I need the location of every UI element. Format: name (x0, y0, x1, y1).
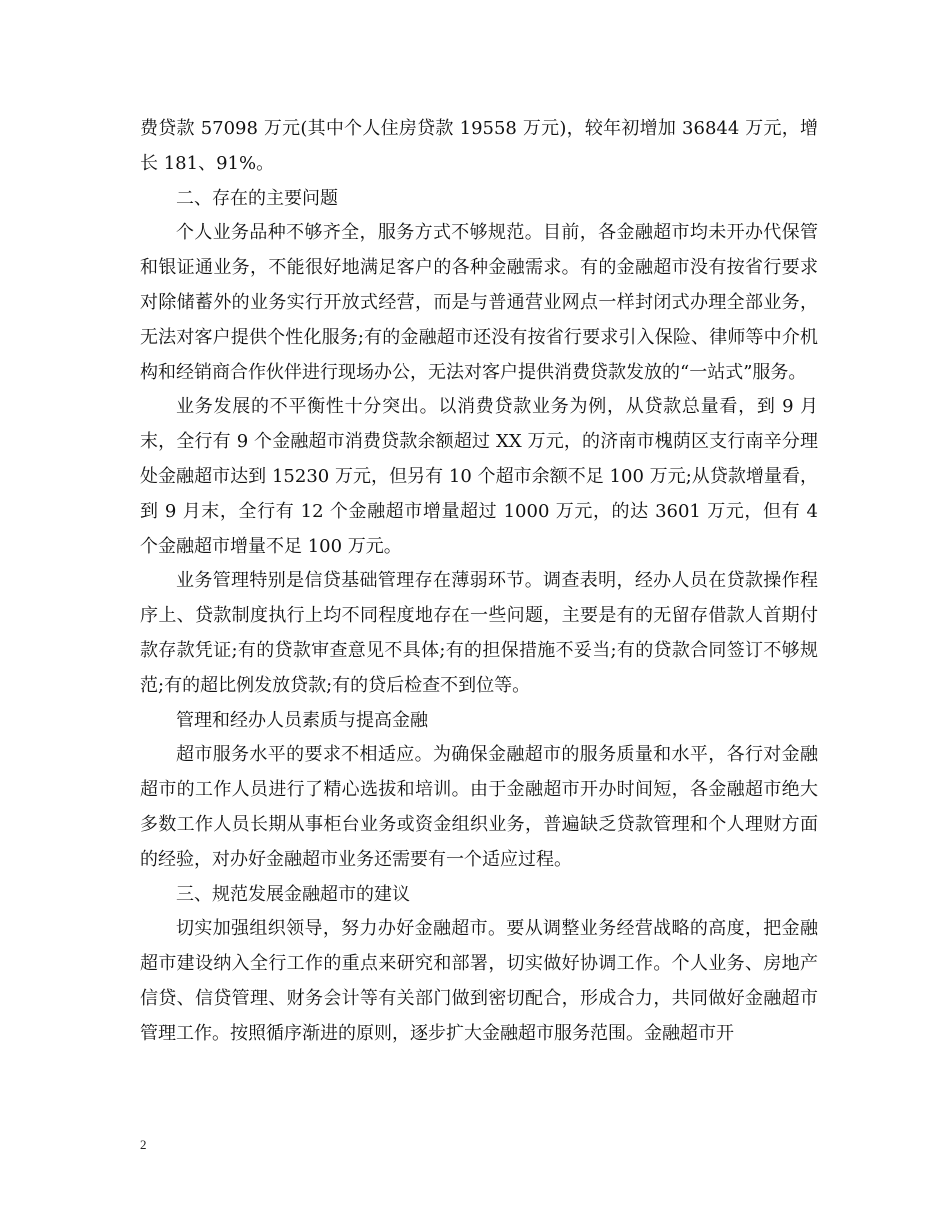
paragraph-management-weakness: 业务管理特别是信贷基础管理存在薄弱环节。调查表明，经办人员在贷款操作程序上、贷款制度执行上均不同程度地存在一些问题，主要是有的无留存借款人首期付款存款凭证;有的贷款审查意见不具体;有的担保措施不妥当;有的贷款合同签订不够规范;有的超比例发放贷款;有的贷后检查不到位等。 (140, 570, 818, 696)
paragraph-development-imbalance: 业务发展的不平衡性十分突出。以消费贷款业务为例，从贷款总量看，到 9 月末，全行有 9 个金融超市消费贷款余额超过 XX 万元，的济南市槐荫区支行南辛分理处金融超市达到 15230 万元，但另有 10 个超市余额不足 100 万元;从贷款增量看，到 9 月末，全行有 12 个金融超市增量超过 1000 万元，的达 3601 万元，但有 4 个金融超市增量不足 100 万元。 (140, 396, 818, 557)
document-body (140, 112, 818, 1052)
paragraph-staff-quality-heading: 管理和经办人员素质与提高金融 (176, 709, 428, 731)
section-heading-suggestions: 三、规范发展金融超市的建议 (176, 883, 410, 905)
paragraph-loan-summary: 费贷款 57098 万元(其中个人住房贷款 19558 万元)，较年初增加 36844 万元，增长 181、91%。 (140, 118, 818, 174)
paragraph-staff-quality: 超市服务水平的要求不相适应。为确保金融超市的服务质量和水平，各行对金融超市的工作人员进行了精心选拔和培训。由于金融超市开办时间短，各金融超市绝大多数工作人员长期从事柜台业务或资金组织业务，普遍缺乏贷款管理和个人理财方面的经验，对办好金融超市业务还需要有一个适应过程。 (140, 744, 818, 870)
section-heading-main-problems: 二、存在的主要问题 (176, 187, 338, 209)
paragraph-service-issues: 个人业务品种不够齐全，服务方式不够规范。目前，各金融超市均未开办代保管和银证通业务，不能很好地满足客户的各种金融需求。有的金融超市没有按省行要求对除储蓄外的业务实行开放式经营，而是与普通营业网点一样封闭式办理全部业务，无法对客户提供个性化服务;有的金融超市还没有按省行要求引入保险、律师等中介机构和经销商合作伙伴进行现场办公，无法对客户提供消费贷款发放的“一站式”服务。 (140, 222, 818, 383)
paragraph-leadership: 切实加强组织领导，努力办好金融超市。要从调整业务经营战略的高度，把金融超市建设纳入全行工作的重点来研究和部署，切实做好协调工作。个人业务、房地产信贷、信贷管理、财务会计等有关部门做到密切配合，形成合力，共同做好金融超市管理工作。按照循序渐进的原则，逐步扩大金融超市服务范围。金融超市开 (140, 918, 818, 1044)
page-number: 2 (140, 1137, 147, 1152)
